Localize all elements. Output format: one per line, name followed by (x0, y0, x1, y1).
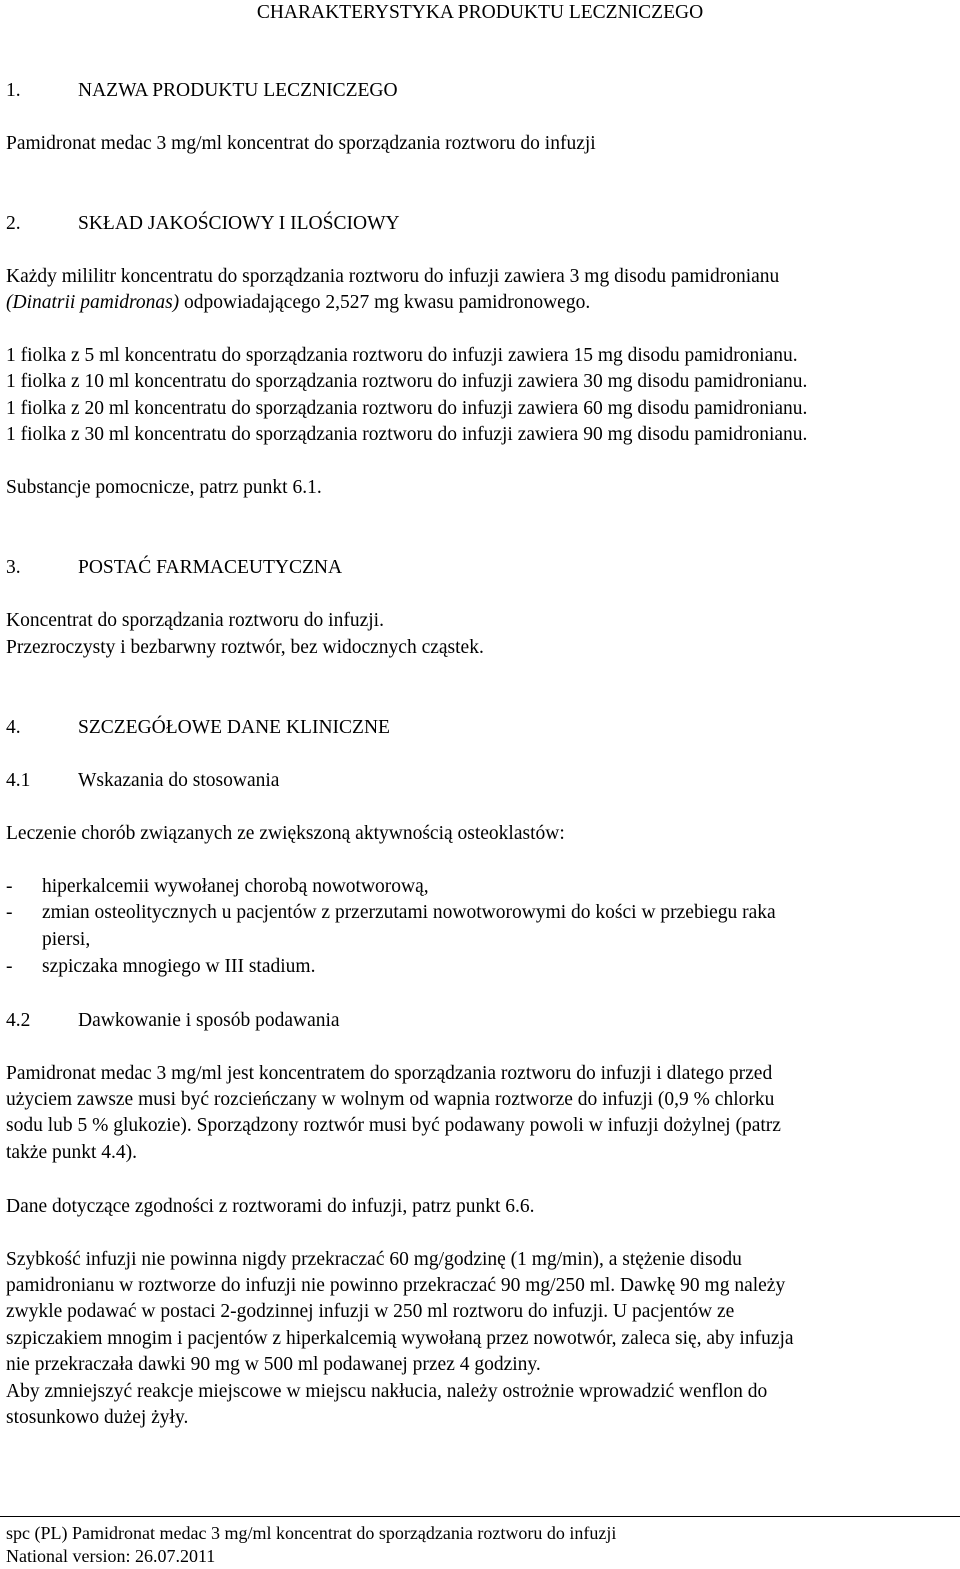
paragraph-line: szpiczakiem mnogim i pacjentów z hiperkalcemią wywołaną przez nowotwór, zaleca się, aby infuzja (6, 1328, 794, 1349)
bullet-text-continuation: piersi, (42, 929, 91, 950)
excipients-note: Substancje pomocnicze, patrz punkt 6.1. (6, 477, 322, 498)
bullet-text: zmian osteolitycznych u pacjentów z przerzutami nowotworowymi do kości w przebiegu raka (42, 902, 776, 923)
subsection-4-1-heading (6, 768, 280, 794)
footer-divider (0, 1516, 960, 1517)
document-title: CHARAKTERYSTYKA PRODUKTU LECZNICZEGO (256, 2, 704, 23)
subsection-number: 4.2 (6, 1010, 31, 1031)
section-2-heading (6, 211, 400, 237)
vial-line: 1 fiolka z 30 ml koncentratu do sporządzania roztworu do infuzji zawiera 90 mg disodu pamidronianu. (6, 424, 808, 445)
paragraph-line: pamidronianu w roztworze do infuzji nie powinno przekraczać 90 mg/250 ml. Dawkę 90 mg należy (6, 1275, 786, 1296)
section-number: 1. (6, 80, 21, 101)
product-name: Pamidronat medac 3 mg/ml koncentrat do sporządzania roztworu do infuzji (6, 133, 596, 154)
bullet-item (6, 874, 956, 900)
bullet-text: szpiczaka mnogiego w III stadium. (42, 956, 316, 977)
section-1-heading (6, 78, 398, 104)
subsection-title: Dawkowanie i sposób podawania (78, 1010, 340, 1031)
bullet-item (6, 954, 956, 980)
section-title: NAZWA PRODUKTU LECZNICZEGO (78, 80, 398, 101)
bullet-text: hiperkalcemii wywołanej chorobą nowotworową, (42, 876, 429, 897)
indications-intro: Leczenie chorób związanych ze zwiększoną aktywnością osteoklastów: (6, 823, 565, 844)
paragraph-line: Pamidronat medac 3 mg/ml jest koncentratem do sporządzania roztworu do infuzji i dlatego przed (6, 1063, 773, 1084)
section-number: 4. (6, 717, 21, 738)
section-3-heading (6, 555, 343, 581)
composition-line-1: Każdy mililitr koncentratu do sporządzania roztworu do infuzji zawiera 3 mg disodu pamidronianu (6, 266, 780, 287)
section-number: 3. (6, 557, 21, 578)
paragraph-line: zwykle podawać w postaci 2-godzinnej infuzji w 250 ml roztworu do infuzji. U pacjentów ze (6, 1301, 735, 1322)
paragraph-line: stosunkowo dużej żyły. (6, 1407, 189, 1428)
subsection-number: 4.1 (6, 770, 31, 791)
vial-line: 1 fiolka z 5 ml koncentratu do sporządzania roztworu do infuzji zawiera 15 mg disodu pamidronianu. (6, 345, 798, 366)
paragraph-line: także punkt 4.4). (6, 1142, 138, 1163)
section-title: SKŁAD JAKOŚCIOWY I ILOŚCIOWY (78, 213, 400, 234)
bullet-dash: - (6, 902, 13, 923)
footer-line-1: spc (PL) Pamidronat medac 3 mg/ml koncentrat do sporządzania roztworu do infuzji (6, 1523, 617, 1543)
footer-version: National version: 26.07.2011 (6, 1546, 216, 1566)
section-number: 2. (6, 213, 21, 234)
section-4-heading (6, 715, 390, 741)
subsection-4-2-heading (6, 1008, 340, 1034)
paragraph-line: nie przekraczała dawki 90 mg w 500 ml podawanej przez 4 godziny. (6, 1354, 541, 1375)
section-title: POSTAĆ FARMACEUTYCZNA (78, 557, 343, 578)
compatibility-note: Dane dotyczące zgodności z roztworami do infuzji, patrz punkt 6.6. (6, 1196, 535, 1217)
paragraph-line: sodu lub 5 % glukozie). Sporządzony roztwór musi być podawany powoli w infuzji dożylnej (patrz (6, 1115, 781, 1136)
vial-line: 1 fiolka z 20 ml koncentratu do sporządzania roztworu do infuzji zawiera 60 mg disodu pamidronianu. (6, 398, 808, 419)
composition-rest: odpowiadającego 2,527 mg kwasu pamidronowego. (179, 292, 591, 313)
section-title: SZCZEGÓŁOWE DANE KLINICZNE (78, 717, 390, 738)
bullet-dash: - (6, 956, 13, 977)
bullet-item (6, 900, 956, 926)
composition-line-2 (6, 290, 590, 316)
bullet-dash: - (6, 876, 13, 897)
subsection-title: Wskazania do stosowania (78, 770, 280, 791)
latin-name: (Dinatrii pamidronas) (6, 292, 180, 313)
form-line-1: Koncentrat do sporządzania roztworu do infuzji. (6, 610, 384, 631)
paragraph-line: Szybkość infuzji nie powinna nigdy przekraczać 60 mg/godzinę (1 mg/min), a stężenie disodu (6, 1249, 742, 1270)
vial-line: 1 fiolka z 10 ml koncentratu do sporządzania roztworu do infuzji zawiera 30 mg disodu pamidronianu. (6, 371, 808, 392)
paragraph-line: Aby zmniejszyć reakcje miejscowe w miejscu nakłucia, należy ostrożnie wprowadzić wenflon do (6, 1381, 768, 1402)
paragraph-line: użyciem zawsze musi być rozcieńczany w wolnym od wapnia roztworze do infuzji (0,9 % chlorku (6, 1089, 775, 1110)
form-line-2: Przezroczysty i bezbarwny roztwór, bez widocznych cząstek. (6, 637, 484, 658)
